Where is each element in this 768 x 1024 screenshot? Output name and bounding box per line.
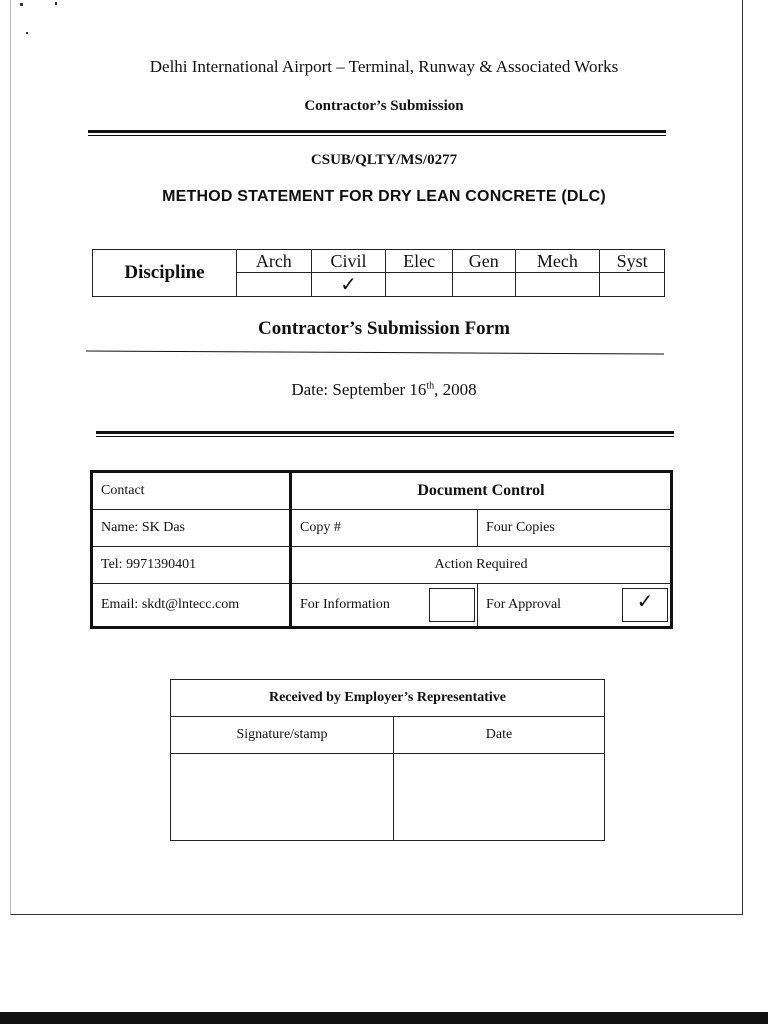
copy-label: Copy # [291,510,478,547]
form-title: Contractor’s Submission Form [258,318,510,339]
discipline-col-arch: Arch [237,250,312,273]
scan-speck [55,2,57,5]
signature-stamp-field[interactable] [171,754,394,841]
discipline-check-elec[interactable] [386,273,453,297]
date-year: , 2008 [434,380,477,399]
scan-speck [26,32,28,34]
contact-email: Email: skdt@lntecc.com [92,584,291,628]
received-date-field[interactable] [394,754,605,841]
for-information-cell [291,584,478,628]
received-title: Received by Employer’s Representative [171,680,605,717]
copy-value: Four Copies [478,510,672,547]
signature-stamp-label: Signature/stamp [171,717,394,754]
for-information-label: For Information [300,597,390,612]
discipline-col-elec: Elec [386,250,453,273]
discipline-col-civil: Civil [311,250,386,273]
contact-tel: Tel: 9971390401 [92,547,291,584]
date-rule-thick [96,431,674,434]
contact-document-control-table [90,470,673,629]
discipline-check-gen[interactable] [452,273,515,297]
project-title: Delhi International Airport – Terminal, Runway & Associated Works [149,57,619,76]
scan-bottom-edge [0,1012,768,1024]
check-mark-icon: ✓ [340,271,357,296]
discipline-check-mech[interactable] [515,273,600,297]
submission-date [0,380,768,400]
discipline-check-civil[interactable] [311,273,386,297]
document-number: CSUB/QLTY/MS/0277 [310,152,458,168]
date-suffix: th [426,380,435,392]
received-date-label: Date [394,717,605,754]
discipline-check-syst[interactable] [600,273,665,297]
discipline-check-arch[interactable] [237,273,312,297]
for-approval-checkbox[interactable] [622,588,668,622]
discipline-table [92,249,665,297]
for-information-checkbox[interactable] [429,588,475,622]
submission-label: Contractor’s Submission [304,98,464,114]
date-rule-thin [96,436,674,437]
document-control-title: Document Control [291,472,672,510]
for-approval-cell [478,584,672,628]
received-by-employer-table [170,679,605,841]
method-statement-title: METHOD STATEMENT FOR DRY LEAN CONCRETE (DLC) [162,188,606,205]
discipline-label: Discipline [93,250,237,297]
check-mark-icon: ✓ [636,589,654,613]
discipline-col-syst: Syst [600,250,665,273]
for-approval-label: For Approval [486,597,562,612]
action-required-label: Action Required [291,547,672,584]
contact-name: Name: SK Das [92,510,291,547]
contact-label: Contact [92,472,291,510]
discipline-col-mech: Mech [515,250,600,273]
header-rule-thin [88,135,666,136]
scan-speck [20,3,23,6]
header-rule-thick [88,130,666,133]
discipline-col-gen: Gen [452,250,515,273]
date-prefix: Date: September 16 [291,380,427,399]
